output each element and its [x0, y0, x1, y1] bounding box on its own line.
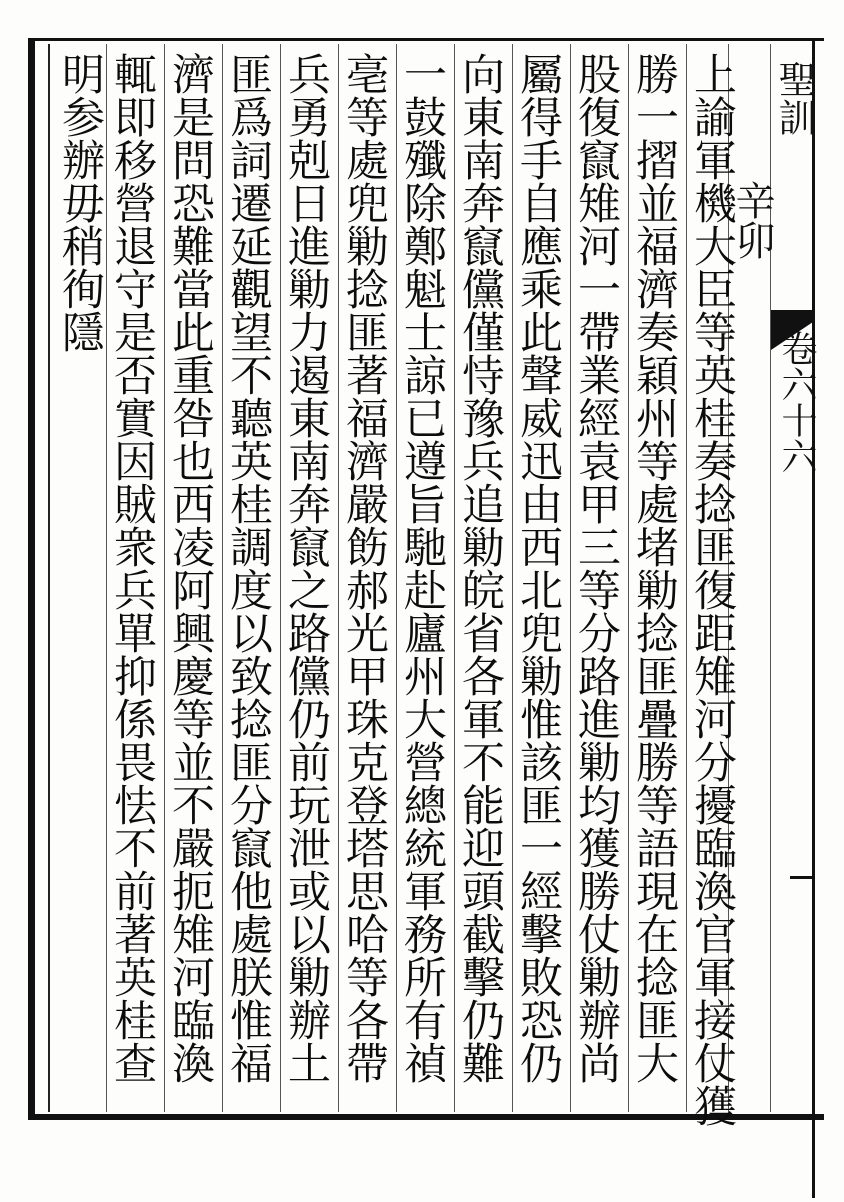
text-column: 亳等處兜勦捻匪著福濟嚴飭郝光甲珠克登塔思哈等各帶: [339, 52, 389, 1084]
text-column: 匪爲詞遷延觀望不聽英桂調度以致捻匪分竄他處朕惟福: [223, 52, 273, 1084]
text-column: 屬得手自應乘此聲威迅由西北兜勦惟該匪一經擊敗恐仍: [513, 52, 563, 1084]
text-column: 兵勇剋日進勦力遏東南奔竄之路儻仍前玩泄或以勦辦土: [281, 52, 331, 1084]
text-column: 輒即移營退守是否實因賊衆兵單抑係畏怯不前著英桂查: [107, 52, 157, 1084]
text-column: 一鼓殲除鄭魁士諒已遵旨馳赴廬州大營總統軍務所有禎: [397, 52, 447, 1084]
entry-date: 辛卯: [729, 180, 775, 260]
volume-label: 卷六十六: [776, 330, 817, 474]
text-column: 向東南奔竄儻僅恃豫兵追勦皖省各軍不能迎頭截擊仍難: [455, 52, 505, 1084]
text-column: 上諭軍機大臣等英桂奏捻匪復距雉河分擾臨渙官軍接仗獲: [687, 52, 737, 1127]
text-column: 股復竄雉河一帶業經袁甲三等分路進勦均獲勝仗勦辦尚: [571, 52, 621, 1084]
text-column: 明参辦毋稍徇隱: [55, 52, 105, 353]
text-column: 勝一摺並福濟奏穎州等處堵勦捻匪疊勝等語現在捻匪大: [629, 52, 679, 1084]
text-column: 濟是問恐難當此重咎也西凌阿興慶等並不嚴扼雉河臨渙: [165, 52, 215, 1084]
right-margin-line: [812, 38, 815, 1198]
margin-tick: [790, 876, 812, 879]
margin-title: 聖訓: [772, 60, 816, 136]
